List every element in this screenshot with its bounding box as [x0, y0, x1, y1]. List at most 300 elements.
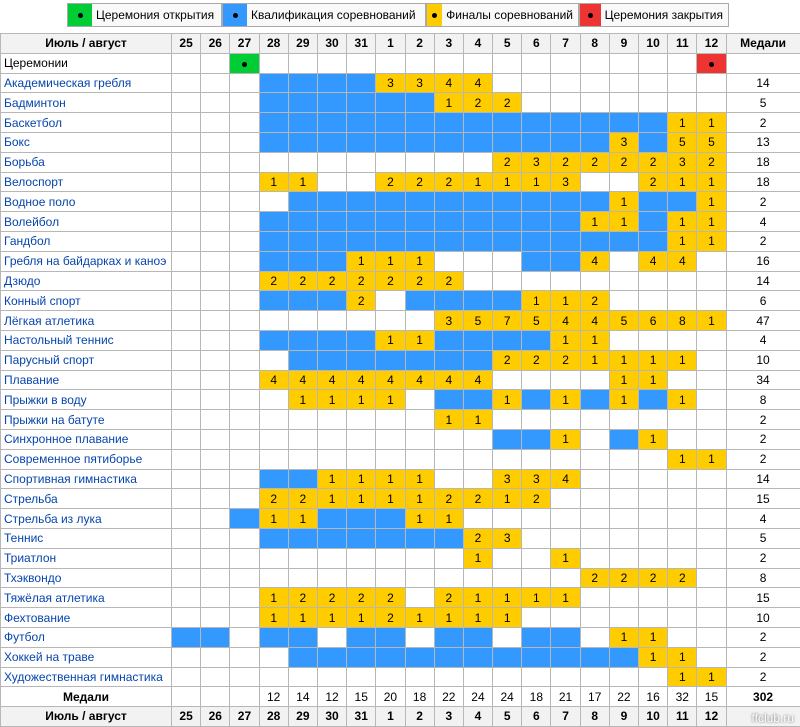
medal-count: 5	[726, 528, 800, 548]
medal-count: 34	[726, 370, 800, 390]
sport-row	[1, 390, 800, 410]
qualification-cell	[551, 212, 580, 232]
qualification-cell	[463, 330, 492, 350]
qualification-cell	[288, 251, 317, 271]
sport-row	[1, 93, 800, 113]
sport-link[interactable]: Гребля на байдарках и каноэ	[1, 251, 172, 271]
finals-cell: 2	[288, 271, 317, 291]
empty-cell	[463, 469, 492, 489]
empty-cell	[172, 449, 201, 469]
empty-cell	[172, 113, 201, 133]
qualification-cell	[580, 113, 609, 133]
sport-link[interactable]: Прыжки на батуте	[1, 410, 172, 430]
daily-total: 24	[463, 687, 492, 707]
medal-count: 2	[726, 548, 800, 568]
sport-row	[1, 132, 800, 152]
finals-cell: 1	[639, 350, 668, 370]
empty-cell	[288, 667, 317, 687]
sport-link[interactable]: Академическая гребля	[1, 73, 172, 93]
qualification-cell	[463, 390, 492, 410]
empty-cell	[639, 548, 668, 568]
empty-cell	[668, 291, 697, 311]
day-header: 30	[317, 707, 346, 727]
empty-cell	[668, 73, 697, 93]
qualification-cell	[317, 350, 346, 370]
empty-cell	[668, 548, 697, 568]
finals-cell: 1	[376, 469, 405, 489]
qualification-cell	[493, 212, 522, 232]
empty-cell	[230, 627, 259, 647]
medal-count: 8	[726, 568, 800, 588]
day-header: 9	[609, 34, 638, 54]
qualification-cell	[259, 212, 288, 232]
day-header: 1	[376, 34, 405, 54]
day-header: 11	[668, 707, 697, 727]
finals-cell: 2	[639, 152, 668, 172]
qualification-cell	[522, 390, 551, 410]
empty-cell	[172, 528, 201, 548]
medal-count: 2	[726, 627, 800, 647]
finals-cell: 1	[551, 291, 580, 311]
empty-cell	[522, 667, 551, 687]
medal-count: 14	[726, 271, 800, 291]
empty-cell	[522, 608, 551, 628]
sport-link[interactable]: Настольный теннис	[1, 330, 172, 350]
empty-cell	[172, 251, 201, 271]
finals-cell: 2	[347, 291, 376, 311]
finals-cell: 2	[609, 152, 638, 172]
finals-cell: 3	[522, 469, 551, 489]
finals-cell: 1	[668, 212, 697, 232]
empty-cell	[697, 429, 726, 449]
sport-link[interactable]: Баскетбол	[1, 113, 172, 133]
empty-cell	[172, 93, 201, 113]
empty-cell	[201, 608, 230, 628]
medal-count: 14	[726, 73, 800, 93]
qualification-cell	[376, 350, 405, 370]
qualification-cell	[493, 231, 522, 251]
header-label: Июль / август	[1, 34, 172, 54]
empty-cell	[172, 172, 201, 192]
empty-cell	[405, 53, 434, 73]
sport-link[interactable]: Теннис	[1, 528, 172, 548]
empty-cell	[668, 410, 697, 430]
qualification-cell	[201, 627, 230, 647]
sport-link[interactable]: Хоккей на траве	[1, 647, 172, 667]
empty-cell	[463, 271, 492, 291]
daily-total	[201, 687, 230, 707]
sport-link[interactable]: Водное поло	[1, 192, 172, 212]
day-header: 3	[434, 707, 463, 727]
empty-cell	[551, 667, 580, 687]
sport-link[interactable]: Лёгкая атлетика	[1, 311, 172, 331]
qualification-cell	[288, 192, 317, 212]
empty-cell	[551, 53, 580, 73]
day-header: 4	[463, 707, 492, 727]
qualification-cell	[493, 113, 522, 133]
empty-cell	[376, 291, 405, 311]
legend-label: Церемония закрытия	[604, 8, 723, 22]
empty-cell	[230, 113, 259, 133]
qualification-cell	[580, 390, 609, 410]
empty-cell	[259, 410, 288, 430]
qualification-cell	[609, 231, 638, 251]
empty-cell	[493, 509, 522, 529]
day-header: 28	[259, 34, 288, 54]
daily-total: 12	[317, 687, 346, 707]
empty-cell	[172, 311, 201, 331]
empty-cell	[580, 93, 609, 113]
medal-count: 13	[726, 132, 800, 152]
sport-row	[1, 330, 800, 350]
medal-count: 2	[726, 192, 800, 212]
empty-cell	[434, 548, 463, 568]
empty-cell	[522, 509, 551, 529]
qualification-cell	[347, 93, 376, 113]
day-header: 31	[347, 34, 376, 54]
finals-cell: 1	[405, 608, 434, 628]
empty-cell	[201, 172, 230, 192]
sport-row	[1, 73, 800, 93]
totals-label: Медали	[1, 687, 172, 707]
sport-row	[1, 509, 800, 529]
empty-cell	[551, 568, 580, 588]
day-header: 5	[493, 707, 522, 727]
empty-cell	[201, 429, 230, 449]
sport-row	[1, 429, 800, 449]
qualification-cell	[522, 192, 551, 212]
empty-cell	[230, 449, 259, 469]
finals-cell: 1	[317, 390, 346, 410]
finals-cell: 1	[522, 588, 551, 608]
empty-cell	[434, 251, 463, 271]
sport-link[interactable]: Стрельба	[1, 489, 172, 509]
sport-link[interactable]: Плавание	[1, 370, 172, 390]
sport-row	[1, 251, 800, 271]
empty-cell	[230, 251, 259, 271]
sport-link[interactable]: Дзюдо	[1, 271, 172, 291]
medal-count: 15	[726, 588, 800, 608]
finals-cell: 1	[697, 311, 726, 331]
qualification-cell	[580, 132, 609, 152]
qualification-cell	[230, 509, 259, 529]
finals-cell: 2	[317, 588, 346, 608]
qualification-cell	[522, 212, 551, 232]
empty-cell	[639, 330, 668, 350]
empty-cell	[668, 588, 697, 608]
empty-cell	[230, 152, 259, 172]
day-header: 26	[201, 707, 230, 727]
legend-swatch	[427, 4, 442, 26]
daily-total: 32	[668, 687, 697, 707]
medal-count: 4	[726, 509, 800, 529]
day-header: 10	[639, 707, 668, 727]
empty-cell	[230, 469, 259, 489]
finals-cell: 2	[405, 271, 434, 291]
empty-cell	[434, 152, 463, 172]
finals-cell: 1	[434, 93, 463, 113]
finals-cell: 1	[551, 429, 580, 449]
medal-count: 2	[726, 667, 800, 687]
legend-label: Финалы соревнований	[446, 8, 573, 22]
finals-cell: 2	[493, 350, 522, 370]
qualification-cell	[493, 647, 522, 667]
medal-count: 4	[726, 212, 800, 232]
empty-cell	[230, 568, 259, 588]
sport-link[interactable]: Конный спорт	[1, 291, 172, 311]
qualification-cell	[405, 231, 434, 251]
finals-cell: 2	[522, 489, 551, 509]
qualification-cell	[376, 113, 405, 133]
sport-link[interactable]: Бокс	[1, 132, 172, 152]
empty-cell	[172, 370, 201, 390]
sport-link[interactable]: Синхронное плавание	[1, 429, 172, 449]
finals-cell: 1	[609, 212, 638, 232]
empty-cell	[639, 667, 668, 687]
qualification-cell	[376, 647, 405, 667]
empty-cell	[639, 410, 668, 430]
finals-cell: 1	[376, 330, 405, 350]
finals-cell: 1	[347, 469, 376, 489]
finals-cell: 1	[609, 390, 638, 410]
finals-cell: 3	[493, 469, 522, 489]
empty-cell	[317, 152, 346, 172]
empty-cell	[463, 568, 492, 588]
qualification-cell	[434, 291, 463, 311]
empty-cell	[201, 291, 230, 311]
finals-cell: 2	[522, 350, 551, 370]
finals-cell: 2	[434, 489, 463, 509]
empty-cell	[259, 548, 288, 568]
finals-cell: 1	[522, 172, 551, 192]
empty-cell	[609, 548, 638, 568]
finals-cell: 3	[609, 132, 638, 152]
empty-cell	[580, 548, 609, 568]
empty-cell	[259, 350, 288, 370]
daily-total: 12	[259, 687, 288, 707]
sport-link[interactable]: Прыжки в воду	[1, 390, 172, 410]
empty-cell	[493, 449, 522, 469]
empty-cell	[405, 390, 434, 410]
finals-cell: 2	[493, 152, 522, 172]
qualification-cell	[580, 647, 609, 667]
qualification-cell	[551, 113, 580, 133]
empty-cell	[434, 449, 463, 469]
empty-cell	[580, 172, 609, 192]
finals-cell: 2	[609, 568, 638, 588]
qualification-cell	[463, 192, 492, 212]
finals-cell: 4	[463, 73, 492, 93]
empty-cell	[580, 410, 609, 430]
qualification-cell	[288, 93, 317, 113]
empty-cell	[405, 410, 434, 430]
qualification-cell	[317, 93, 346, 113]
qualification-cell	[376, 212, 405, 232]
empty-cell	[201, 469, 230, 489]
empty-cell	[668, 429, 697, 449]
empty-cell	[317, 548, 346, 568]
qualification-cell	[493, 429, 522, 449]
sport-link[interactable]: Волейбол	[1, 212, 172, 232]
empty-cell	[201, 251, 230, 271]
empty-cell	[376, 429, 405, 449]
finals-cell: 2	[434, 588, 463, 608]
empty-cell	[493, 568, 522, 588]
qualification-cell	[580, 231, 609, 251]
legend-label: Церемония открытия	[96, 8, 215, 22]
medal-count: 14	[726, 469, 800, 489]
finals-cell: 1	[463, 548, 492, 568]
empty-cell	[580, 271, 609, 291]
daily-total: 14	[288, 687, 317, 707]
empty-cell	[201, 350, 230, 370]
sport-link[interactable]: Спортивная гимнастика	[1, 469, 172, 489]
daily-total: 22	[434, 687, 463, 707]
day-header: 8	[580, 707, 609, 727]
sport-row	[1, 370, 800, 390]
empty-cell	[201, 231, 230, 251]
daily-total	[172, 687, 201, 707]
empty-cell	[172, 271, 201, 291]
empty-cell	[697, 93, 726, 113]
finals-cell: 4	[668, 251, 697, 271]
finals-cell: 1	[668, 449, 697, 469]
finals-cell: 5	[697, 132, 726, 152]
empty-cell	[580, 667, 609, 687]
empty-cell	[376, 311, 405, 331]
empty-cell	[317, 410, 346, 430]
finals-cell: 2	[376, 588, 405, 608]
finals-cell: 4	[434, 370, 463, 390]
empty-cell	[522, 410, 551, 430]
empty-cell	[172, 469, 201, 489]
empty-cell	[551, 370, 580, 390]
sport-link[interactable]: Современное пятиборье	[1, 449, 172, 469]
qualification-cell	[288, 330, 317, 350]
sport-row	[1, 311, 800, 331]
empty-cell	[230, 548, 259, 568]
empty-cell	[201, 509, 230, 529]
sport-link[interactable]: Стрельба из лука	[1, 509, 172, 529]
sport-link[interactable]: Футбол	[1, 627, 172, 647]
finals-cell: 4	[405, 370, 434, 390]
qualification-cell	[288, 132, 317, 152]
empty-cell	[522, 93, 551, 113]
empty-cell	[463, 53, 492, 73]
empty-cell	[230, 311, 259, 331]
finals-cell: 2	[376, 172, 405, 192]
empty-cell	[580, 469, 609, 489]
empty-cell	[639, 528, 668, 548]
finals-cell: 1	[347, 251, 376, 271]
sport-link[interactable]: Борьба	[1, 152, 172, 172]
finals-cell: 4	[551, 469, 580, 489]
empty-cell	[697, 251, 726, 271]
empty-cell	[551, 489, 580, 509]
empty-cell	[609, 93, 638, 113]
empty-cell	[668, 509, 697, 529]
sport-link[interactable]: Парусный спорт	[1, 350, 172, 370]
empty-cell	[609, 410, 638, 430]
sport-link[interactable]: Гандбол	[1, 231, 172, 251]
empty-cell	[493, 271, 522, 291]
empty-cell	[405, 588, 434, 608]
finals-cell: 1	[376, 251, 405, 271]
finals-cell: 1	[668, 390, 697, 410]
empty-cell	[697, 509, 726, 529]
empty-cell	[376, 449, 405, 469]
sport-row	[1, 588, 800, 608]
sport-link[interactable]: Художественная гимнастика	[1, 667, 172, 687]
empty-cell	[493, 548, 522, 568]
day-header: 2	[405, 34, 434, 54]
qualification-cell	[376, 93, 405, 113]
empty-cell	[230, 370, 259, 390]
sport-link[interactable]: Бадминтон	[1, 93, 172, 113]
finals-cell: 1	[493, 489, 522, 509]
qualification-cell	[434, 627, 463, 647]
sport-link[interactable]: Велоспорт	[1, 172, 172, 192]
finals-cell: 2	[288, 489, 317, 509]
sport-row	[1, 113, 800, 133]
empty-cell	[463, 152, 492, 172]
empty-cell	[405, 627, 434, 647]
day-header: 5	[493, 34, 522, 54]
qualification-cell	[347, 113, 376, 133]
qualification-cell	[317, 528, 346, 548]
dot-icon	[432, 13, 437, 18]
day-header: 31	[347, 707, 376, 727]
empty-cell	[201, 588, 230, 608]
sport-link[interactable]: Фехтование	[1, 608, 172, 628]
empty-cell	[172, 350, 201, 370]
day-header: 2	[405, 707, 434, 727]
finals-cell: 2	[347, 588, 376, 608]
qualification-cell	[434, 330, 463, 350]
sport-link[interactable]: Тхэквондо	[1, 568, 172, 588]
sport-link[interactable]: Тяжёлая атлетика	[1, 588, 172, 608]
qualification-cell	[639, 132, 668, 152]
qualification-cell	[317, 192, 346, 212]
empty-cell	[288, 568, 317, 588]
empty-cell	[201, 113, 230, 133]
empty-cell	[347, 568, 376, 588]
empty-cell	[405, 667, 434, 687]
medal-count: 6	[726, 291, 800, 311]
finals-cell: 3	[405, 73, 434, 93]
qualification-cell	[259, 627, 288, 647]
finals-cell: 4	[580, 251, 609, 271]
finals-cell: 1	[668, 647, 697, 667]
daily-total: 18	[405, 687, 434, 707]
finals-cell: 4	[580, 311, 609, 331]
empty-cell	[639, 588, 668, 608]
qualification-cell	[522, 330, 551, 350]
sport-link[interactable]: Триатлон	[1, 548, 172, 568]
qualification-cell	[376, 528, 405, 548]
finals-cell: 1	[668, 172, 697, 192]
empty-cell	[259, 568, 288, 588]
empty-cell	[639, 449, 668, 469]
empty-cell	[434, 429, 463, 449]
qualification-cell	[347, 528, 376, 548]
qualification-cell	[259, 132, 288, 152]
finals-cell: 5	[522, 311, 551, 331]
finals-cell: 3	[434, 311, 463, 331]
finals-cell: 1	[580, 350, 609, 370]
empty-cell	[668, 271, 697, 291]
qualification-cell	[493, 291, 522, 311]
